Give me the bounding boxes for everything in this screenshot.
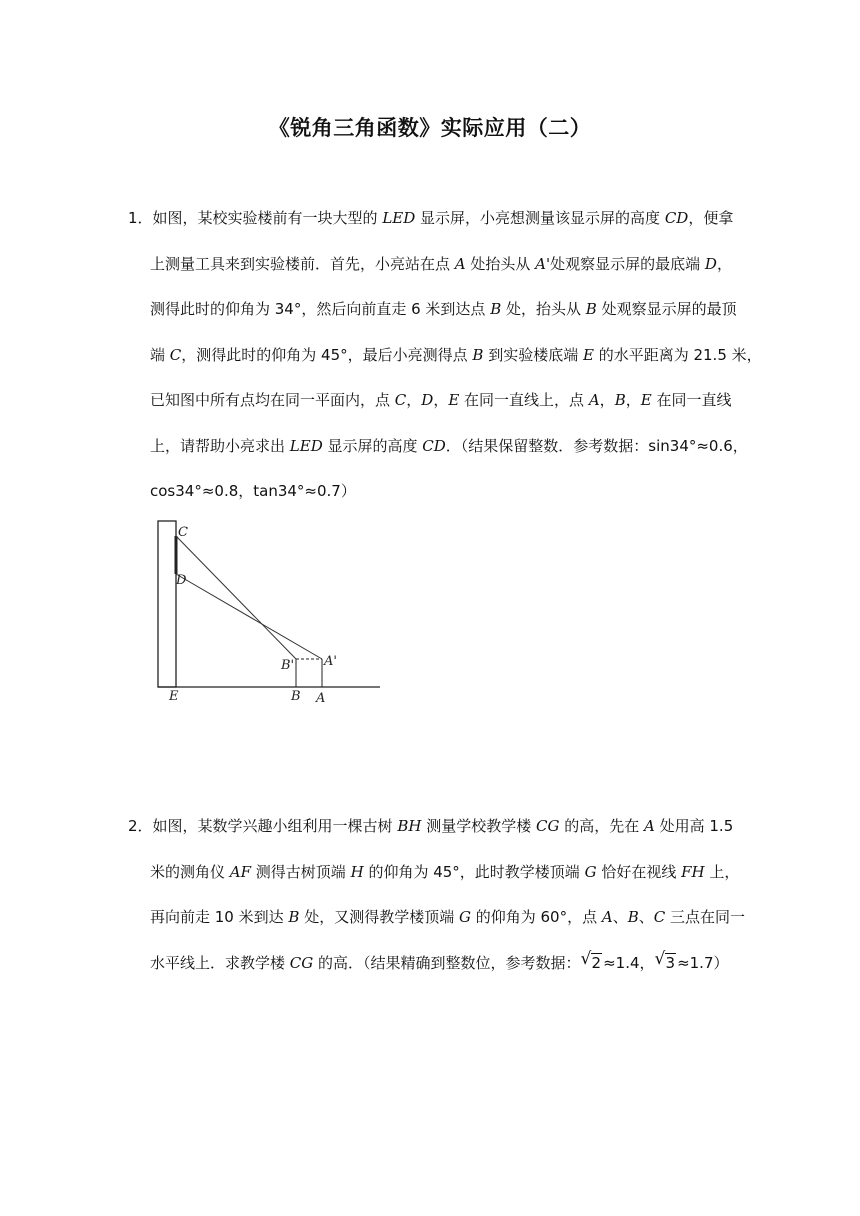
question-2-number: 2． xyxy=(128,817,153,835)
sight-line-bc xyxy=(176,536,296,659)
question-1 xyxy=(128,196,762,515)
question-1-line-3: 测得此时的仰角为 34°，然后向前直走 6 米到达点 B 处，抬头从 B 处观察显示屏的最顶 xyxy=(150,300,737,318)
question-2-line-2: 米的测角仪 AF 测得古树顶端 H 的仰角为 45°，此时教学楼顶端 G 恰好在视线 FH 上， xyxy=(150,862,740,881)
label-c: C xyxy=(178,525,188,540)
question-1-number: 1． xyxy=(128,209,153,227)
question-2-line-4: 水平线上．求教学楼 CG 的高．（结果精确到整数位，参考数据： √ 2 ≈1.4， √ 3 ≈1.7） xyxy=(128,941,740,987)
question-1-line-7: cos34°≈0.8，tan34°≈0.7） xyxy=(150,482,356,500)
sight-line-ad xyxy=(176,574,322,659)
page-title: 《锐角三角函数》实际应用（二） xyxy=(268,116,592,140)
question-1-line-5: 已知图中所有点均在同一平面内，点 C，D，E 在同一直线上，点 A，B，E 在同一直线 xyxy=(150,391,732,409)
question-2-line-3: 再向前走 10 米到达 B 处，又测得教学楼顶端 G 的仰角为 60°，点 A、B、C 三点在同一 xyxy=(150,908,746,926)
sqrt-3: √ 3 xyxy=(654,948,676,972)
building-wall xyxy=(158,521,176,687)
label-a: A xyxy=(316,691,326,706)
question-2-line-1: 2．如图，某数学兴趣小组利用一棵古树 BH 测量学校教学楼 CG 的高，先在 A 处用高 1.5 xyxy=(128,817,734,835)
question-2 xyxy=(128,804,746,986)
label-d: D xyxy=(176,573,187,588)
question-1-line-6: 上，请帮助小亮求出 LED 显示屏的高度 CD．（结果保留整数．参考数据：sin34°≈0.6， xyxy=(150,436,748,455)
label-a-prime: A' xyxy=(324,654,337,669)
question-1-figure xyxy=(150,516,390,712)
label-b: B xyxy=(291,689,301,704)
question-1-line-1: 1．如图，某校实验楼前有一块大型的 LED 显示屏，小亮想测量该显示屏的高度 CD，便拿 xyxy=(128,209,734,227)
question-1-line-2: 上测量工具来到实验楼前．首先，小亮站在点 A 处抬头从 A'处观察显示屏的最底端 D， xyxy=(150,254,732,273)
question-1-line-4: 端 C，测得此时的仰角为 45°，最后小亮测得点 B 到实验楼底端 E 的水平距离为 21.5 米， xyxy=(150,345,762,364)
label-b-prime: B' xyxy=(281,658,295,673)
label-e: E xyxy=(169,689,179,704)
sqrt-2: √ 2 xyxy=(580,948,602,972)
